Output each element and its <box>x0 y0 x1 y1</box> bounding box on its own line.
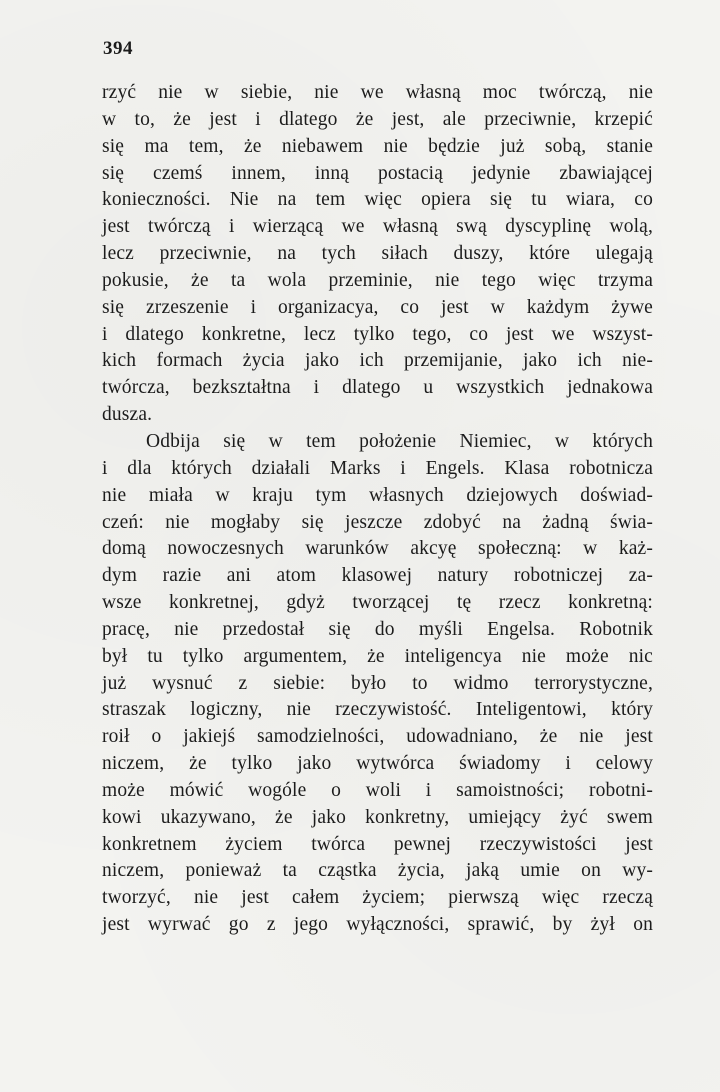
text-line: roił o jakiejś samodzielności, udowadniano, że nie jest <box>102 726 653 748</box>
body-text <box>102 80 653 939</box>
text-line: wsze konkretnej, gdyż tworzącej tę rzecz konkretną: <box>102 592 653 614</box>
text-line: pracę, nie przedostał się do myśli Engelsa. Robotnik <box>102 618 653 640</box>
text-line: domą nowoczesnych warunków akcyę społeczną: w każ- <box>102 538 653 560</box>
text-line: niczem, ponieważ ta cząstka życia, jaką umie on wy- <box>102 860 653 882</box>
text-line: jest twórczą i wierzącą we własną swą dyscyplinę wolą, <box>102 216 653 238</box>
text-line: niczem, że tylko jako wytwórca świadomy i celowy <box>102 753 653 775</box>
text-line: twórcza, bezkształtna i dlatego u wszystkich jednakowa <box>102 377 653 399</box>
text-line: nie miała w kraju tym własnych dziejowych doświad- <box>102 484 653 506</box>
text-line: i dlatego konkretne, lecz tylko tego, co jest we wszyst- <box>102 323 653 345</box>
text-line: kich formach życia jako ich przemijanie, jako ich nie- <box>102 350 653 372</box>
text-line: lecz przeciwnie, na tych siłach duszy, które ulegają <box>102 243 653 265</box>
text-line: tworzyć, nie jest całem życiem; pierwszą więc rzeczą <box>102 887 653 909</box>
text-line: pokusie, że ta wola przeminie, nie tego więc trzyma <box>102 269 653 291</box>
text-line: jest wyrwać go z jego wyłączności, sprawić, by żył on <box>102 914 653 936</box>
text-line: i dla których działali Marks i Engels. Klasa robotnicza <box>102 457 653 479</box>
text-line: już wysnuć z siebie: było to widmo terrorystyczne, <box>102 672 653 694</box>
text-line: Odbija się w tem położenie Niemiec, w których <box>146 430 653 452</box>
page-number: 394 <box>103 38 133 59</box>
text-line: konkretnem życiem twórca pewnej rzeczywistości jest <box>102 833 653 855</box>
text-line: w to, że jest i dlatego że jest, ale przeciwnie, krzepić <box>102 108 653 130</box>
text-line: się zrzeszenie i organizacya, co jest w każdym żywe <box>102 296 653 318</box>
text-line: czeń: nie mogłaby się jeszcze zdobyć na żadną świa- <box>102 511 653 533</box>
text-line: może mówić wogóle o woli i samoistności; robotni- <box>102 779 653 801</box>
text-line: był tu tylko argumentem, że inteligencya nie może nic <box>102 645 653 667</box>
text-line: się czemś innem, inną postacią jedynie zbawiającej <box>102 162 653 184</box>
text-line: się ma tem, że niebawem nie będzie już sobą, stanie <box>102 135 653 157</box>
text-line: kowi ukazywano, że jako konkretny, umiejący żyć swem <box>102 806 653 828</box>
text-line: konieczności. Nie na tem więc opiera się tu wiara, co <box>102 189 653 211</box>
text-line: straszak logiczny, nie rzeczywistość. Inteligentowi, który <box>102 699 653 721</box>
text-line: dym razie ani atom klasowej natury robotniczej za- <box>102 565 653 587</box>
text-line: rzyć nie w siebie, nie we własną moc twórczą, nie <box>102 82 653 103</box>
text-line: dusza. <box>102 404 153 426</box>
